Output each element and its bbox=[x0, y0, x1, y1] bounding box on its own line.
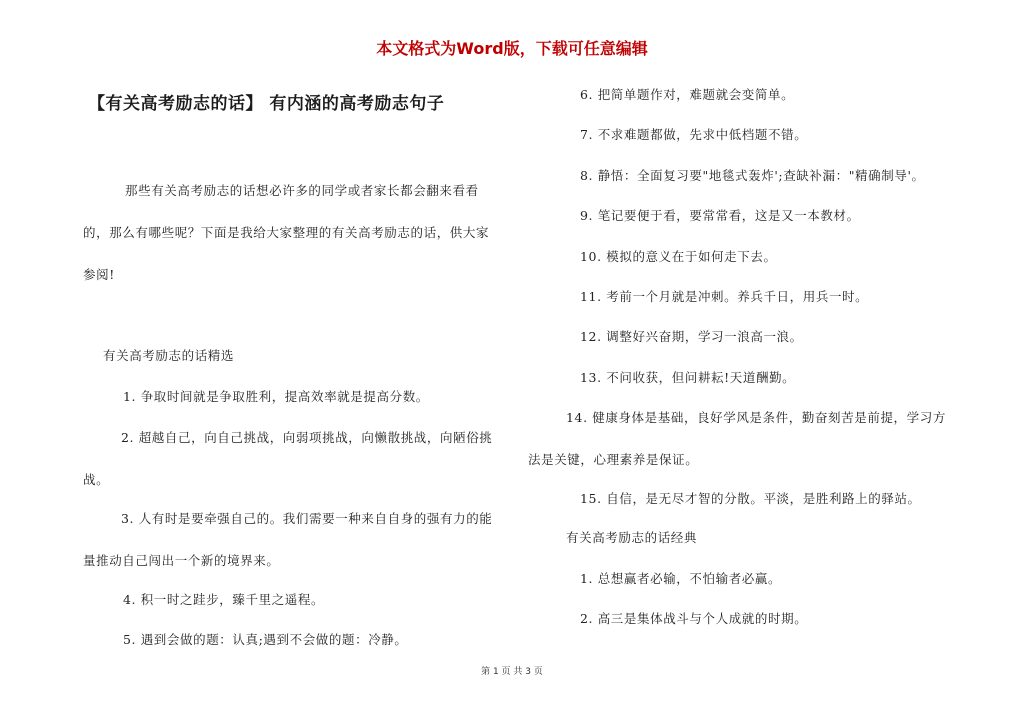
list-item: 3. 人有时是要牵强自己的。我们需要一种来自自身的强有力的能量推动自己闯出一个新的境界来。 bbox=[83, 511, 493, 568]
list-item: 6. 把简单题作对，难题就会变简单。 bbox=[580, 87, 795, 102]
download-banner: 本文格式为Word版，下载可任意编辑 bbox=[376, 39, 648, 58]
list-item: 13. 不问收获，但问耕耘!天道酬勤。 bbox=[580, 370, 796, 385]
section-heading-classic: 有关高考励志的话经典 bbox=[566, 530, 698, 545]
list-item: 2. 高三是集体战斗与个人成就的时期。 bbox=[580, 611, 808, 626]
section-heading-selected: 有关高考励志的话精选 bbox=[103, 348, 235, 363]
page-footer: 第 1 页 共 3 页 bbox=[481, 667, 543, 677]
list-item: 8. 静悟：全面复习要"地毯式轰炸';查缺补漏："精确制导'。 bbox=[580, 168, 925, 183]
intro-paragraph: 那些有关高考励志的话想必许多的同学或者家长都会翻来看看的，那么有哪些呢？下面是我给大家整理的有关高考励志的话，供大家参阅! bbox=[83, 183, 490, 282]
page-title: 【有关高考励志的话】 有内涵的高考励志句子 bbox=[88, 94, 445, 114]
list-item: 1. 争取时间就是争取胜利，提高效率就是提高分数。 bbox=[123, 389, 429, 404]
list-item: 7. 不求难题都做，先求中低档题不错。 bbox=[580, 127, 808, 142]
list-item: 4. 积一时之跬步，臻千里之遥程。 bbox=[123, 592, 325, 607]
list-item: 12. 调整好兴奋期，学习一浪高一浪。 bbox=[580, 329, 803, 344]
list-item: 15. 自信，是无尽才智的分散。平淡，是胜利路上的驿站。 bbox=[580, 491, 921, 506]
list-item: 14. 健康身体是基础，良好学风是条件，勤奋刻苦是前提，学习方法是关键，心理素养是保证。 bbox=[528, 410, 946, 467]
list-item: 1. 总想赢者必输，不怕输者必赢。 bbox=[580, 571, 782, 586]
list-item: 11. 考前一个月就是冲刺。养兵千日，用兵一时。 bbox=[580, 289, 869, 304]
list-item: 10. 模拟的意义在于如何走下去。 bbox=[580, 249, 777, 264]
list-item: 2. 超越自己，向自己挑战，向弱项挑战，向懒散挑战，向陋俗挑战。 bbox=[83, 430, 493, 487]
list-item: 5. 遇到会做的题：认真;遇到不会做的题：冷静。 bbox=[123, 632, 408, 647]
list-item: 9. 笔记要便于看，要常常看，这是又一本教材。 bbox=[580, 208, 860, 223]
